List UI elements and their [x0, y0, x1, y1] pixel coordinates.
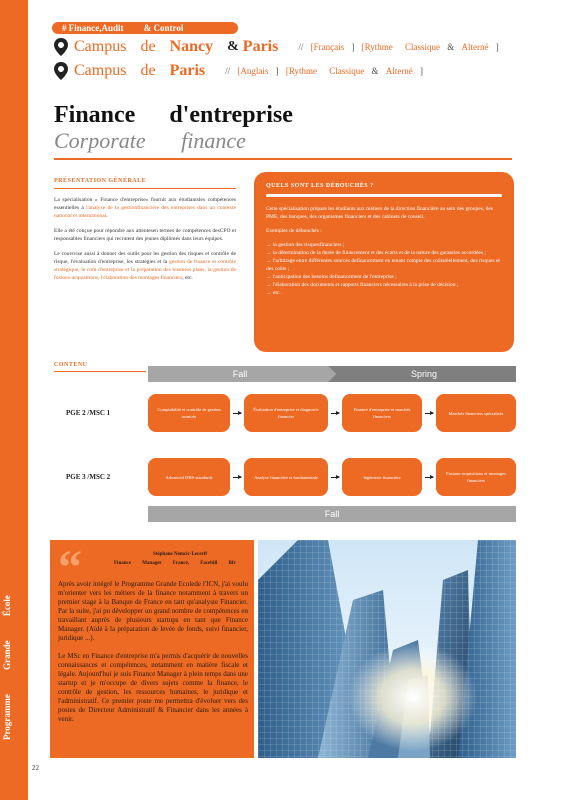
list-item: → l'élaboration des documents et rapports financiers nécessaires à la prise de décision ; [266, 282, 459, 288]
opt: ] [351, 42, 355, 52]
campus-city: Paris [169, 62, 206, 79]
list-item: → la détermination de la durée de financement et des écarts et de la nature des garanties accordées ; [266, 250, 486, 256]
list-item: → la gestion des risquesfinanciers ; [266, 242, 345, 248]
semester-fall: Fall [232, 369, 248, 379]
careers-intro: Cette spécialisation prépare les étudiants aux métiers de la direction financière au sein des groupes, des PME, des banques, des organismes financiers et des cabinets de conseil. [266, 206, 493, 220]
semester-fall-2: Fall [148, 506, 516, 522]
opt: Classique [329, 66, 365, 76]
careers-list [266, 241, 502, 297]
course-box: Finance d'entreprise et marchés financiers [342, 394, 422, 432]
arrow-icon [425, 477, 433, 478]
list-item: → etc. [266, 290, 281, 296]
testimonial-paragraph: Après avoir intégré le Programme Grande Ecolede l'ICN, j'ai voulu m'orienter vers les métiers de la finance notamment à travers un premier stage à la Banque de France en tant qu'analyste Financier. Par la suite, j'ai pu développer un grand nombre de compétences en travaillant auprès de plusieurs startups en tant que Finance Manager. (Aidé à la préparation de levée de fonds, suivi financier, juridique ...). [58, 580, 248, 642]
opt: [Anglais [237, 66, 269, 76]
presentation-text [54, 196, 236, 289]
author-role: Finance Manager France, Facebill Bfr [114, 561, 236, 566]
careers-examples-label: Exemples de débouchés : [266, 228, 322, 234]
campus-row-paris [54, 62, 423, 80]
opt: [Français [310, 42, 345, 52]
semester-spring: Spring [410, 369, 437, 379]
course-box: Marchés financiers spécialisés [436, 394, 516, 432]
course-box: Analyse financière et fondamentale [244, 458, 328, 496]
contenu-divider [54, 371, 146, 372]
course-box: Comptabilité et contrôle de gestion avancés [148, 394, 230, 432]
opt: [Rythme [285, 66, 318, 76]
tag-part: # Finance,Audit [62, 23, 124, 33]
testimonial-text [58, 580, 248, 733]
presentation-heading: PRÉSENTATION GÉNÉRALE [54, 178, 147, 184]
list-item: → l'anticipation des besoins definancement de l'entreprise ; [266, 274, 397, 280]
campus-pre: de [140, 38, 156, 55]
location-pin-icon [54, 38, 68, 56]
opt: ] [495, 42, 499, 52]
skyscrapers-photo [258, 540, 516, 758]
title-divider [54, 158, 512, 160]
careers-divider [266, 194, 502, 197]
course-box: Évaluation d'entreprise et diagnostic financier [244, 394, 328, 432]
campus-city: Nancy [169, 38, 214, 55]
campus-row-nancy [54, 38, 499, 56]
quote-icon: “ [58, 541, 82, 594]
arrow-icon [233, 477, 241, 478]
careers-heading: QUELS SONT LES DÉBOUCHÉS ? [266, 183, 374, 189]
contenu-heading: CONTENU [54, 362, 88, 368]
tag-part: & Control [143, 23, 184, 33]
row-label: PGE 2 /MSC 1 [66, 409, 111, 417]
arrow-icon [233, 413, 241, 414]
course-box: Advanced IFRS standards [148, 458, 230, 496]
side-label [2, 573, 12, 740]
opt: Alterné [385, 66, 413, 76]
opt: & [447, 42, 455, 52]
pres-paragraph: Elle a été conçue pour répondre aux attentesen termes de compétences desCFO et responsables financiers qui recrutent des jeunes diplômés dans leurs équipes. [54, 228, 236, 242]
campus-label: Campus [74, 38, 127, 55]
presentation-divider [54, 188, 236, 189]
careers-box [254, 172, 514, 352]
testimonial-author [114, 550, 246, 568]
opt: ] [420, 66, 424, 76]
row-label: PGE 3 /MSC 2 [66, 473, 111, 481]
arrow-icon [425, 413, 433, 414]
opt: [Rythme [361, 42, 393, 52]
location-pin-icon [54, 62, 68, 80]
pres-paragraph: La spécialisation « Finance d'entreprise» fournit aux étudiantsles compétences essentielles à l'analyse de la gestionfinancière des entreprises dans un contexte national et international. [54, 197, 236, 219]
testimonial-paragraph: Le MSc en Finance d'entreprise m'a permis d'acquérir de nouvelles connaissances et compétences, notamment en matière fiscale et légale. Aujourd'hui je suis Finance Manager à plein temps dans une startup et je m'occupe de divers sujets comme la finance, le contrôle de gestion, les ressources humaines, le juridique et l'administratif. Ce premier poste me permettra d'évoluer vers des postes de Directeur Administratif & Financier dans les années à venir. [58, 652, 248, 723]
page-subtitle: Corporate finance [54, 128, 246, 153]
side-word: École [2, 595, 12, 617]
arrow-icon [331, 413, 339, 414]
course-box: Fusions-acquisitions et montages financiers [436, 458, 516, 496]
side-word: Programme [2, 694, 12, 740]
author-name: Stéphane Nemcic-Lecerff [152, 552, 207, 557]
opt: ] [275, 66, 279, 76]
opt: Alterné [461, 42, 489, 52]
opt-sep: // [225, 66, 231, 76]
testimonial-box [50, 540, 254, 758]
campus-city-2: Paris [242, 38, 279, 55]
opt: Classique [405, 42, 440, 52]
campus-amp: & [227, 39, 239, 54]
campus-pre: de [140, 62, 156, 79]
program-tag [52, 22, 238, 34]
opt-sep: // [298, 42, 304, 52]
campus-options [225, 66, 423, 76]
pres-paragraph: Le coursvise aussi à donner des outils pour les gestion des risques et contrôle de risque, l'évaluation d'entreprise, les stratégies et la gestion de finance et contrôle stratégique, le coût d'entreprise et la préparation des business plans, la gestion de fusions-acquisitions, l'élaboration des montages financiers, etc. [54, 251, 236, 281]
page-title: Finance d'entreprise [54, 102, 293, 128]
course-box: Ingénierie financière [342, 458, 422, 496]
campus-label: Campus [74, 62, 127, 79]
side-word: Grande [2, 640, 12, 670]
arrow-icon [331, 477, 339, 478]
campus-options [298, 42, 498, 52]
list-item: → l'arbitrage entre différentes sources definancement en tenant compte des coûtsréellement, des risques et des coûts ; [266, 258, 500, 272]
page-number: 22 [32, 764, 39, 772]
opt: & [371, 66, 379, 76]
